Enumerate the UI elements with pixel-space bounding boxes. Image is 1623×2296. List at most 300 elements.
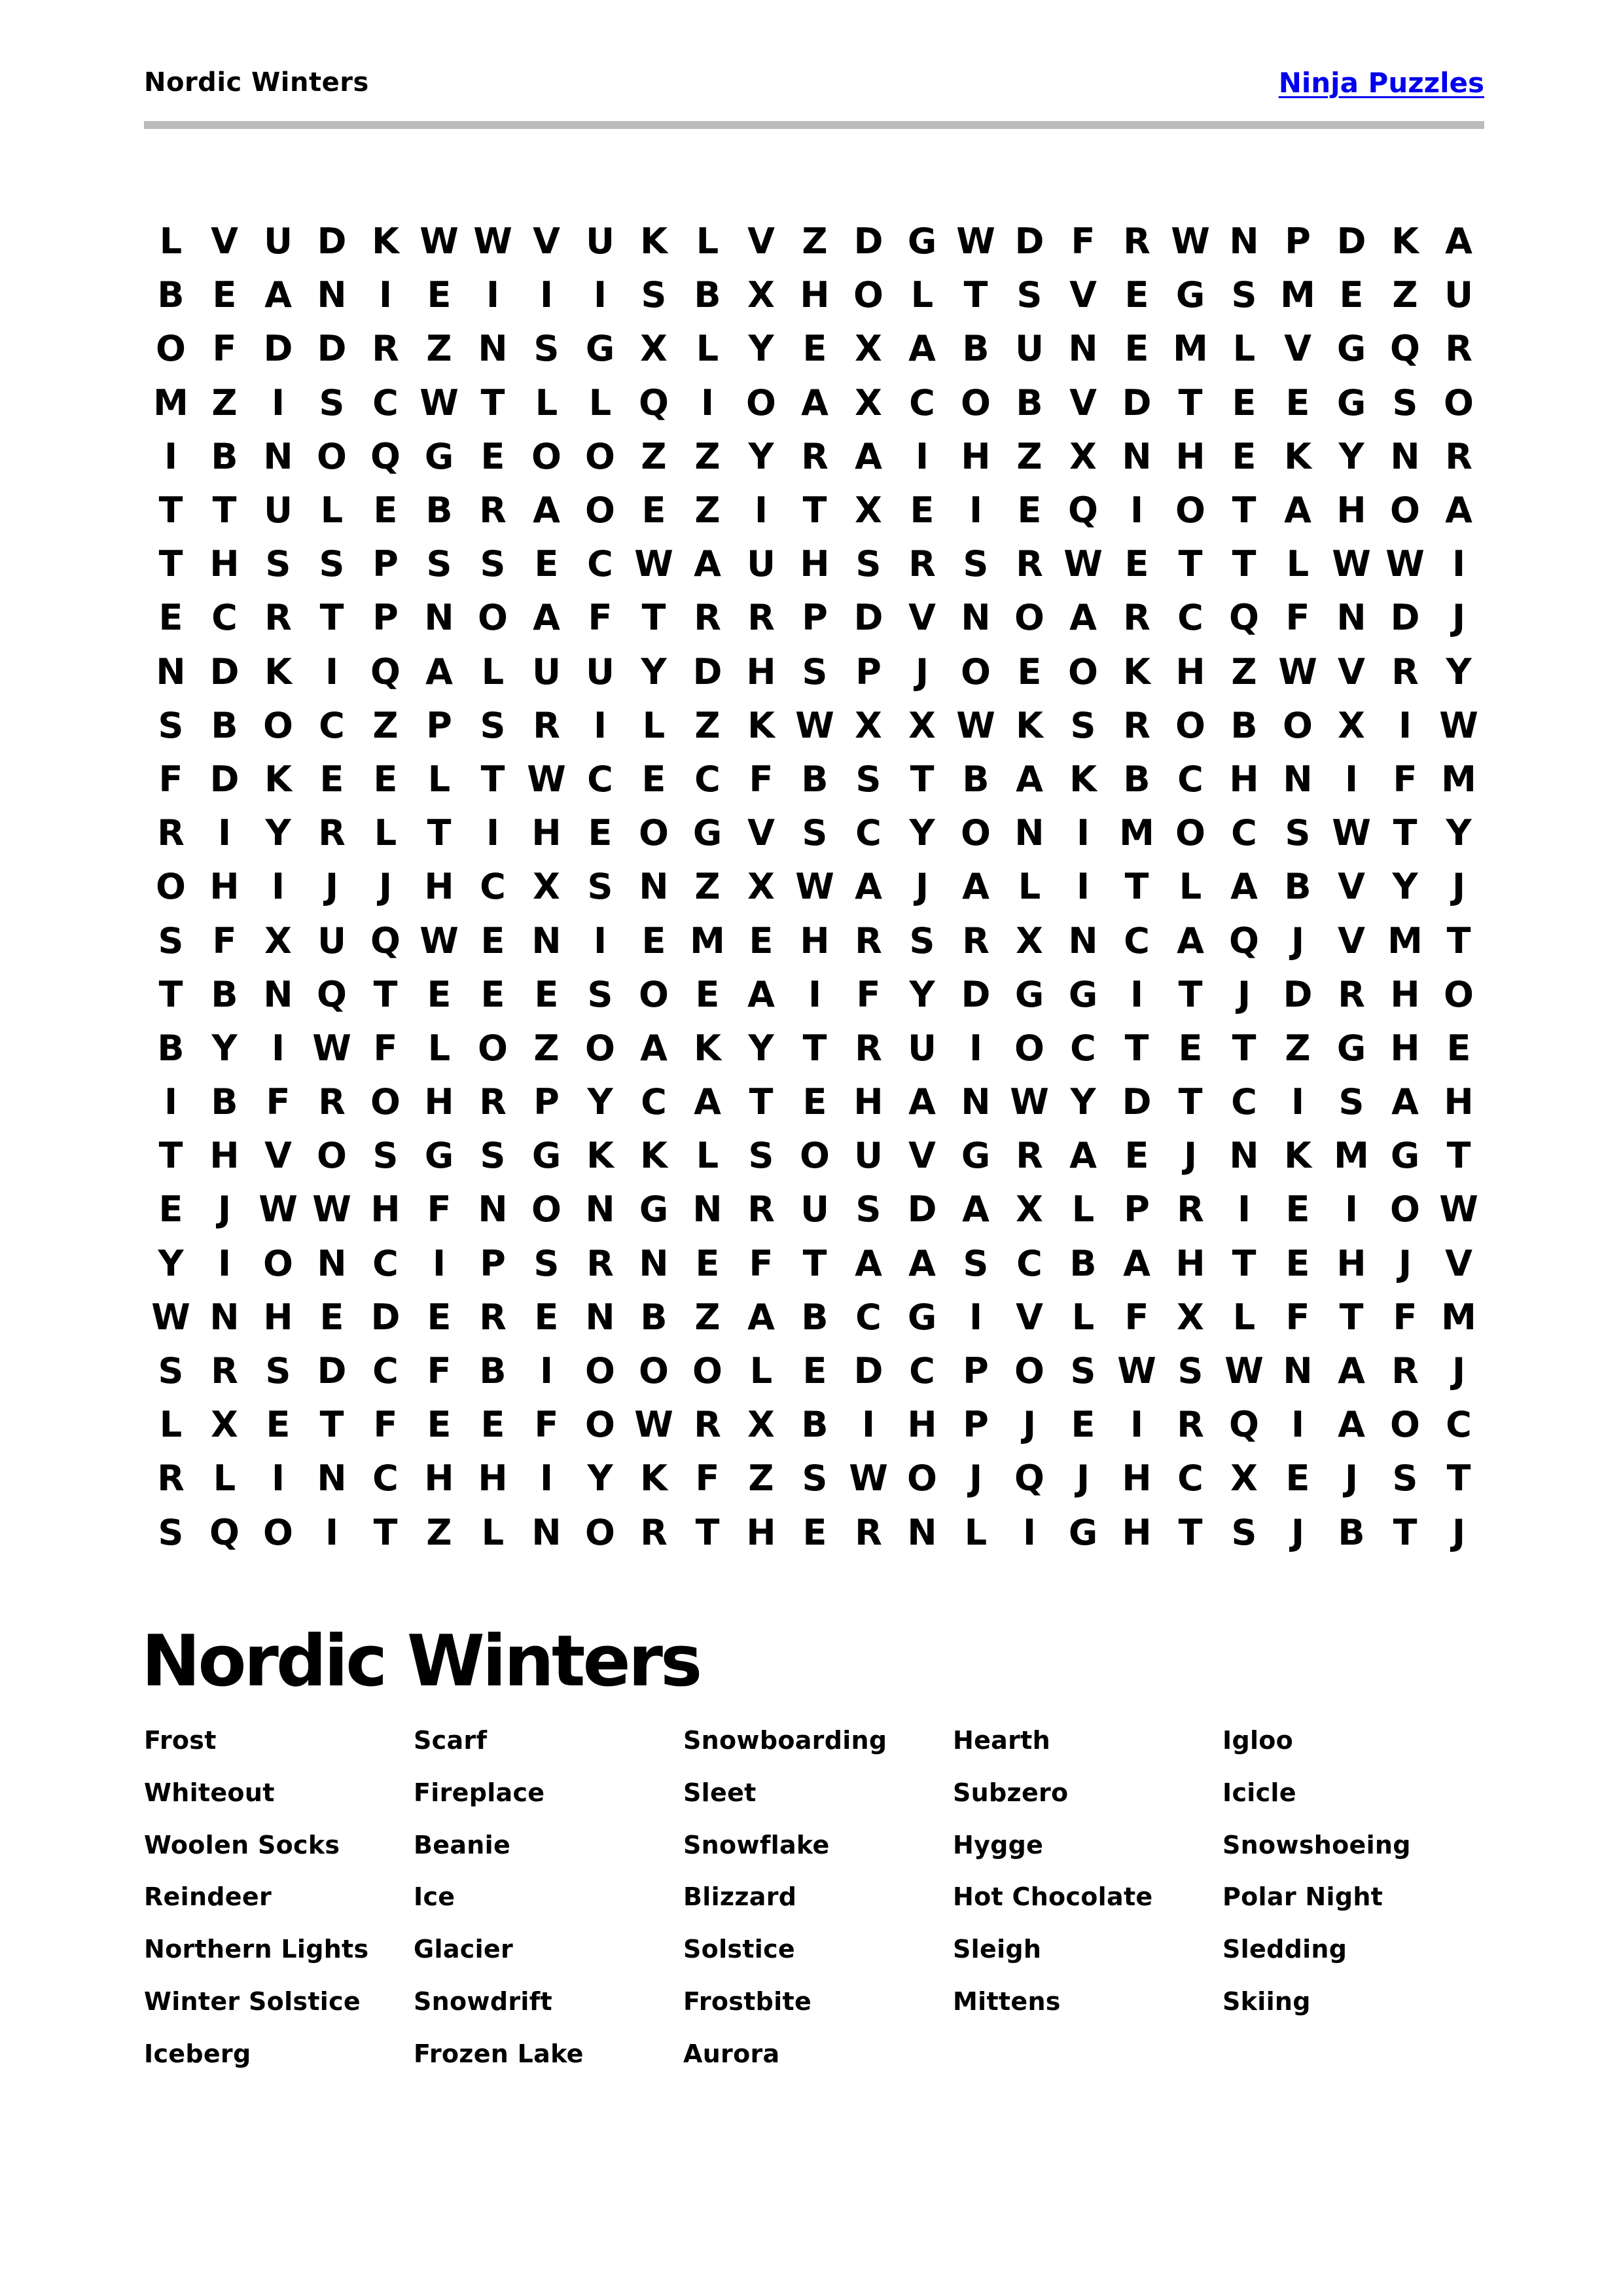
- grid-cell[interactable]: D: [317, 328, 347, 370]
- grid-cell[interactable]: O: [692, 1350, 722, 1392]
- grid-cell[interactable]: C: [372, 382, 399, 423]
- grid-cell[interactable]: O: [1068, 651, 1098, 692]
- grid-cell[interactable]: I: [271, 382, 285, 423]
- grid-cell[interactable]: B: [801, 1296, 829, 1338]
- grid-cell[interactable]: R: [1016, 543, 1043, 585]
- grid-cell[interactable]: A: [908, 328, 936, 370]
- grid-cell[interactable]: E: [641, 758, 666, 800]
- grid-cell[interactable]: E: [373, 758, 398, 800]
- grid-cell[interactable]: N: [156, 651, 186, 692]
- grid-cell[interactable]: S: [855, 1189, 882, 1230]
- grid-cell[interactable]: R: [1123, 221, 1150, 262]
- grid-cell[interactable]: S: [372, 1135, 399, 1177]
- grid-cell[interactable]: T: [319, 597, 344, 639]
- grid-cell[interactable]: A: [640, 1027, 668, 1069]
- grid-cell[interactable]: V: [1338, 866, 1365, 908]
- grid-cell[interactable]: Z: [694, 435, 721, 477]
- grid-cell[interactable]: M: [1334, 1135, 1369, 1177]
- grid-cell[interactable]: O: [478, 597, 508, 639]
- grid-cell[interactable]: G: [961, 1135, 991, 1177]
- grid-cell[interactable]: L: [910, 274, 934, 316]
- grid-cell[interactable]: S: [748, 1135, 774, 1177]
- grid-cell[interactable]: S: [319, 543, 345, 585]
- grid-cell[interactable]: X: [1016, 920, 1043, 961]
- grid-cell[interactable]: S: [265, 543, 291, 585]
- grid-cell[interactable]: O: [263, 1242, 293, 1284]
- grid-cell[interactable]: F: [1393, 758, 1418, 800]
- grid-cell[interactable]: K: [1284, 1135, 1311, 1177]
- grid-cell[interactable]: O: [639, 812, 669, 854]
- grid-cell[interactable]: L: [696, 1135, 719, 1177]
- grid-cell[interactable]: E: [802, 1081, 827, 1123]
- grid-cell[interactable]: N: [478, 1189, 508, 1230]
- grid-cell[interactable]: E: [1232, 382, 1257, 423]
- grid-cell[interactable]: L: [1018, 866, 1041, 908]
- grid-cell[interactable]: G: [1014, 973, 1044, 1015]
- grid-cell[interactable]: V: [1069, 274, 1097, 316]
- grid-cell[interactable]: E: [802, 1350, 827, 1392]
- grid-cell[interactable]: N: [317, 274, 347, 316]
- grid-cell[interactable]: C: [1177, 597, 1204, 639]
- grid-cell[interactable]: R: [801, 435, 829, 477]
- grid-cell[interactable]: D: [370, 1296, 401, 1338]
- grid-cell[interactable]: L: [427, 1027, 451, 1069]
- grid-cell[interactable]: R: [1177, 1189, 1204, 1230]
- grid-cell[interactable]: J: [378, 866, 393, 908]
- grid-cell[interactable]: C: [211, 597, 238, 639]
- grid-cell[interactable]: E: [373, 490, 398, 531]
- grid-cell[interactable]: R: [747, 597, 775, 639]
- grid-cell[interactable]: E: [480, 973, 505, 1015]
- grid-cell[interactable]: W: [473, 221, 512, 262]
- grid-cell[interactable]: E: [641, 920, 666, 961]
- grid-cell[interactable]: N: [1283, 1350, 1313, 1392]
- grid-cell[interactable]: F: [427, 1189, 452, 1230]
- grid-cell[interactable]: J: [969, 1458, 983, 1499]
- grid-cell[interactable]: H: [1336, 490, 1366, 531]
- grid-cell[interactable]: S: [480, 543, 506, 585]
- grid-cell[interactable]: B: [1069, 1242, 1097, 1284]
- grid-cell[interactable]: E: [1178, 1027, 1203, 1069]
- grid-cell[interactable]: Y: [1392, 866, 1418, 908]
- grid-cell[interactable]: R: [747, 1189, 775, 1230]
- grid-cell[interactable]: Y: [1446, 651, 1472, 692]
- grid-cell[interactable]: O: [961, 812, 991, 854]
- grid-cell[interactable]: Q: [1014, 1458, 1044, 1499]
- grid-cell[interactable]: K: [747, 704, 775, 746]
- grid-cell[interactable]: V: [211, 221, 238, 262]
- grid-cell[interactable]: K: [1391, 221, 1419, 262]
- grid-cell[interactable]: W: [419, 221, 459, 262]
- grid-cell[interactable]: R: [157, 812, 185, 854]
- grid-cell[interactable]: T: [1393, 812, 1418, 854]
- grid-cell[interactable]: Z: [211, 382, 238, 423]
- grid-cell[interactable]: G: [1068, 973, 1098, 1015]
- grid-cell[interactable]: Q: [370, 920, 401, 961]
- grid-cell[interactable]: R: [1445, 328, 1472, 370]
- grid-cell[interactable]: A: [801, 382, 829, 423]
- grid-cell[interactable]: I: [378, 274, 393, 316]
- grid-cell[interactable]: A: [747, 1296, 775, 1338]
- grid-cell[interactable]: U: [1015, 328, 1044, 370]
- grid-cell[interactable]: J: [915, 651, 929, 692]
- grid-cell[interactable]: T: [373, 973, 398, 1015]
- grid-cell[interactable]: T: [1339, 1296, 1364, 1338]
- grid-cell[interactable]: N: [1229, 1135, 1259, 1177]
- grid-cell[interactable]: Z: [694, 866, 721, 908]
- grid-cell[interactable]: V: [908, 597, 936, 639]
- grid-cell[interactable]: A: [855, 435, 882, 477]
- grid-cell[interactable]: K: [1069, 758, 1097, 800]
- grid-cell[interactable]: D: [1283, 973, 1313, 1015]
- grid-cell[interactable]: K: [372, 221, 399, 262]
- grid-cell[interactable]: E: [910, 490, 935, 531]
- grid-cell[interactable]: I: [1130, 490, 1144, 531]
- grid-cell[interactable]: T: [802, 490, 827, 531]
- grid-cell[interactable]: Z: [1231, 651, 1257, 692]
- grid-cell[interactable]: A: [855, 866, 882, 908]
- grid-cell[interactable]: T: [158, 973, 183, 1015]
- grid-cell[interactable]: Z: [1392, 274, 1418, 316]
- grid-cell[interactable]: Y: [748, 1027, 774, 1069]
- grid-cell[interactable]: G: [585, 328, 615, 370]
- grid-cell[interactable]: Z: [372, 704, 399, 746]
- grid-cell[interactable]: R: [962, 920, 990, 961]
- grid-cell[interactable]: N: [424, 597, 454, 639]
- grid-cell[interactable]: X: [908, 704, 936, 746]
- grid-cell[interactable]: I: [1130, 973, 1144, 1015]
- grid-cell[interactable]: E: [1071, 1404, 1096, 1446]
- grid-cell[interactable]: S: [1070, 1350, 1096, 1392]
- grid-cell[interactable]: Q: [209, 1511, 240, 1553]
- grid-cell[interactable]: A: [1069, 1135, 1097, 1177]
- grid-cell[interactable]: E: [641, 490, 666, 531]
- grid-cell[interactable]: R: [640, 1511, 668, 1553]
- grid-cell[interactable]: W: [1278, 651, 1317, 692]
- grid-cell[interactable]: L: [159, 1404, 183, 1446]
- grid-cell[interactable]: D: [1336, 221, 1366, 262]
- grid-cell[interactable]: D: [853, 221, 883, 262]
- grid-cell[interactable]: X: [640, 328, 668, 370]
- grid-cell[interactable]: A: [1177, 920, 1204, 961]
- grid-cell[interactable]: T: [749, 1081, 774, 1123]
- grid-cell[interactable]: E: [749, 920, 774, 961]
- grid-cell[interactable]: V: [1445, 1242, 1472, 1284]
- grid-cell[interactable]: Z: [426, 1511, 452, 1553]
- grid-cell[interactable]: C: [1016, 1242, 1043, 1284]
- grid-cell[interactable]: N: [1390, 435, 1420, 477]
- grid-cell[interactable]: B: [157, 274, 185, 316]
- grid-cell[interactable]: Q: [1068, 490, 1098, 531]
- grid-cell[interactable]: J: [1398, 1242, 1412, 1284]
- grid-cell[interactable]: B: [962, 758, 990, 800]
- grid-cell[interactable]: M: [1173, 328, 1208, 370]
- grid-cell[interactable]: H: [370, 1189, 401, 1230]
- grid-cell[interactable]: I: [1076, 866, 1090, 908]
- grid-cell[interactable]: E: [427, 973, 452, 1015]
- grid-cell[interactable]: B: [479, 1350, 507, 1392]
- grid-cell[interactable]: A: [1069, 597, 1097, 639]
- grid-cell[interactable]: G: [1068, 1511, 1098, 1553]
- grid-cell[interactable]: L: [642, 704, 666, 746]
- grid-cell[interactable]: C: [1446, 1404, 1472, 1446]
- grid-cell[interactable]: S: [158, 920, 184, 961]
- grid-cell[interactable]: T: [1393, 1511, 1418, 1553]
- grid-cell[interactable]: A: [962, 866, 990, 908]
- grid-cell[interactable]: N: [1068, 920, 1098, 961]
- grid-cell[interactable]: B: [211, 704, 238, 746]
- grid-cell[interactable]: A: [908, 1081, 936, 1123]
- grid-cell[interactable]: W: [259, 1189, 298, 1230]
- grid-cell[interactable]: P: [372, 543, 399, 585]
- grid-cell[interactable]: X: [211, 1404, 238, 1446]
- grid-cell[interactable]: G: [1336, 382, 1366, 423]
- grid-cell[interactable]: V: [1284, 328, 1311, 370]
- grid-cell[interactable]: I: [1398, 704, 1412, 746]
- grid-cell[interactable]: E: [319, 758, 344, 800]
- grid-cell[interactable]: F: [695, 1458, 720, 1499]
- grid-cell[interactable]: W: [1063, 543, 1103, 585]
- grid-cell[interactable]: E: [1124, 328, 1149, 370]
- grid-cell[interactable]: H: [1122, 1458, 1152, 1499]
- grid-cell[interactable]: N: [639, 866, 669, 908]
- grid-cell[interactable]: D: [1122, 1081, 1152, 1123]
- grid-cell[interactable]: H: [746, 651, 776, 692]
- grid-cell[interactable]: T: [427, 812, 452, 854]
- grid-cell[interactable]: Z: [694, 490, 721, 531]
- grid-cell[interactable]: J: [915, 866, 929, 908]
- grid-cell[interactable]: E: [158, 1189, 183, 1230]
- grid-cell[interactable]: C: [855, 1296, 882, 1338]
- grid-cell[interactable]: I: [164, 1081, 178, 1123]
- grid-cell[interactable]: I: [593, 920, 607, 961]
- grid-cell[interactable]: X: [1338, 704, 1365, 746]
- grid-cell[interactable]: F: [1124, 1296, 1149, 1338]
- grid-cell[interactable]: H: [263, 1296, 293, 1338]
- grid-cell[interactable]: A: [1391, 1081, 1419, 1123]
- grid-cell[interactable]: H: [1390, 973, 1420, 1015]
- grid-cell[interactable]: W: [795, 704, 834, 746]
- grid-cell[interactable]: Y: [158, 1242, 184, 1284]
- grid-cell[interactable]: D: [853, 1350, 883, 1392]
- grid-cell[interactable]: H: [1175, 651, 1205, 692]
- grid-cell[interactable]: S: [480, 704, 506, 746]
- grid-cell[interactable]: N: [1283, 758, 1313, 800]
- grid-cell[interactable]: W: [1439, 1189, 1478, 1230]
- grid-cell[interactable]: Y: [1070, 1081, 1096, 1123]
- grid-cell[interactable]: O: [1390, 1404, 1420, 1446]
- grid-cell[interactable]: T: [158, 543, 183, 585]
- grid-cell[interactable]: C: [587, 543, 613, 585]
- grid-cell[interactable]: W: [1332, 812, 1371, 854]
- grid-cell[interactable]: K: [1284, 435, 1311, 477]
- grid-cell[interactable]: L: [320, 490, 344, 531]
- grid-cell[interactable]: O: [1444, 382, 1474, 423]
- grid-cell[interactable]: E: [266, 1404, 291, 1446]
- grid-cell[interactable]: X: [855, 382, 882, 423]
- grid-cell[interactable]: C: [1177, 758, 1204, 800]
- grid-cell[interactable]: O: [156, 866, 186, 908]
- grid-cell[interactable]: B: [694, 274, 721, 316]
- grid-cell[interactable]: Z: [641, 435, 667, 477]
- grid-cell[interactable]: M: [1119, 812, 1154, 854]
- grid-cell[interactable]: C: [1231, 812, 1257, 854]
- grid-cell[interactable]: H: [907, 1404, 937, 1446]
- grid-cell[interactable]: L: [1286, 543, 1310, 585]
- grid-cell[interactable]: G: [1336, 328, 1366, 370]
- grid-cell[interactable]: O: [907, 1458, 937, 1499]
- grid-cell[interactable]: S: [426, 543, 452, 585]
- grid-cell[interactable]: R: [908, 543, 936, 585]
- grid-cell[interactable]: B: [962, 328, 990, 370]
- grid-cell[interactable]: E: [802, 1511, 827, 1553]
- grid-cell[interactable]: L: [696, 221, 719, 262]
- grid-cell[interactable]: D: [317, 221, 347, 262]
- grid-cell[interactable]: O: [961, 382, 991, 423]
- grid-cell[interactable]: S: [1070, 704, 1096, 746]
- grid-cell[interactable]: E: [427, 274, 452, 316]
- grid-cell[interactable]: E: [1339, 274, 1364, 316]
- grid-cell[interactable]: R: [1123, 597, 1150, 639]
- grid-cell[interactable]: V: [1338, 920, 1365, 961]
- grid-cell[interactable]: B: [1230, 704, 1258, 746]
- grid-cell[interactable]: Y: [1338, 435, 1364, 477]
- grid-cell[interactable]: W: [1332, 543, 1371, 585]
- grid-cell[interactable]: W: [419, 382, 459, 423]
- grid-cell[interactable]: O: [585, 490, 615, 531]
- grid-cell[interactable]: T: [158, 1135, 183, 1177]
- grid-cell[interactable]: T: [1178, 382, 1203, 423]
- grid-cell[interactable]: E: [802, 328, 827, 370]
- grid-cell[interactable]: O: [585, 1511, 615, 1553]
- grid-cell[interactable]: J: [325, 866, 339, 908]
- grid-cell[interactable]: S: [855, 758, 882, 800]
- grid-cell[interactable]: M: [153, 382, 188, 423]
- grid-cell[interactable]: R: [479, 490, 507, 531]
- grid-cell[interactable]: K: [1123, 651, 1150, 692]
- grid-cell[interactable]: X: [1177, 1296, 1204, 1338]
- grid-cell[interactable]: H: [478, 1458, 508, 1499]
- grid-cell[interactable]: P: [855, 651, 882, 692]
- grid-cell[interactable]: Z: [1016, 435, 1043, 477]
- grid-cell[interactable]: O: [853, 274, 883, 316]
- grid-cell[interactable]: D: [692, 651, 722, 692]
- grid-cell[interactable]: A: [1123, 1242, 1150, 1284]
- grid-cell[interactable]: S: [802, 651, 828, 692]
- grid-cell[interactable]: N: [317, 1242, 347, 1284]
- grid-cell[interactable]: T: [802, 1027, 827, 1069]
- grid-cell[interactable]: G: [424, 435, 454, 477]
- grid-cell[interactable]: T: [802, 1242, 827, 1284]
- grid-cell[interactable]: N: [263, 435, 293, 477]
- grid-cell[interactable]: W: [312, 1027, 351, 1069]
- grid-cell[interactable]: O: [263, 704, 293, 746]
- grid-cell[interactable]: L: [481, 651, 505, 692]
- grid-cell[interactable]: Y: [587, 1081, 613, 1123]
- grid-cell[interactable]: H: [800, 274, 830, 316]
- grid-cell[interactable]: R: [1391, 651, 1419, 692]
- grid-cell[interactable]: E: [427, 1296, 452, 1338]
- grid-cell[interactable]: E: [212, 274, 237, 316]
- grid-cell[interactable]: E: [158, 597, 183, 639]
- grid-cell[interactable]: S: [909, 920, 935, 961]
- grid-cell[interactable]: E: [534, 1296, 559, 1338]
- grid-cell[interactable]: R: [318, 1081, 346, 1123]
- grid-cell[interactable]: O: [1175, 704, 1205, 746]
- grid-cell[interactable]: T: [1446, 920, 1471, 961]
- grid-cell[interactable]: S: [963, 543, 989, 585]
- grid-cell[interactable]: N: [1014, 812, 1044, 854]
- grid-cell[interactable]: R: [1123, 704, 1150, 746]
- grid-cell[interactable]: F: [427, 1350, 452, 1392]
- grid-cell[interactable]: Y: [909, 812, 935, 854]
- grid-cell[interactable]: Q: [1229, 597, 1259, 639]
- grid-cell[interactable]: T: [1232, 543, 1257, 585]
- grid-cell[interactable]: F: [1285, 597, 1310, 639]
- grid-cell[interactable]: V: [1016, 1296, 1043, 1338]
- grid-cell[interactable]: I: [1291, 1081, 1305, 1123]
- grid-cell[interactable]: T: [1232, 490, 1257, 531]
- grid-cell[interactable]: Q: [639, 382, 669, 423]
- grid-cell[interactable]: M: [1441, 1296, 1476, 1338]
- grid-cell[interactable]: C: [480, 866, 506, 908]
- grid-cell[interactable]: E: [1124, 274, 1149, 316]
- grid-cell[interactable]: I: [1344, 758, 1359, 800]
- grid-cell[interactable]: Y: [1446, 812, 1472, 854]
- grid-cell[interactable]: N: [585, 1296, 615, 1338]
- grid-cell[interactable]: P: [426, 704, 452, 746]
- grid-cell[interactable]: N: [1229, 221, 1259, 262]
- grid-cell[interactable]: S: [587, 973, 613, 1015]
- grid-cell[interactable]: O: [1175, 812, 1205, 854]
- grid-cell[interactable]: H: [800, 920, 830, 961]
- grid-cell[interactable]: T: [1232, 1027, 1257, 1069]
- grid-cell[interactable]: Z: [694, 704, 721, 746]
- grid-cell[interactable]: H: [1336, 1242, 1366, 1284]
- grid-cell[interactable]: T: [212, 490, 237, 531]
- grid-cell[interactable]: G: [424, 1135, 454, 1177]
- grid-cell[interactable]: T: [641, 597, 666, 639]
- grid-cell[interactable]: D: [961, 973, 991, 1015]
- grid-cell[interactable]: E: [1446, 1027, 1471, 1069]
- grid-cell[interactable]: G: [907, 1296, 937, 1338]
- grid-cell[interactable]: H: [1175, 1242, 1205, 1284]
- grid-cell[interactable]: N: [1336, 597, 1366, 639]
- grid-cell[interactable]: S: [158, 1511, 184, 1553]
- grid-cell[interactable]: Q: [1229, 1404, 1259, 1446]
- grid-cell[interactable]: T: [695, 1511, 720, 1553]
- grid-cell[interactable]: I: [486, 274, 500, 316]
- grid-cell[interactable]: R: [479, 1296, 507, 1338]
- grid-cell[interactable]: F: [1285, 1296, 1310, 1338]
- grid-cell[interactable]: I: [1076, 812, 1090, 854]
- grid-cell[interactable]: T: [1178, 973, 1203, 1015]
- grid-cell[interactable]: S: [1177, 1350, 1204, 1392]
- grid-cell[interactable]: N: [692, 1189, 722, 1230]
- grid-cell[interactable]: C: [855, 812, 882, 854]
- grid-cell[interactable]: H: [1444, 1081, 1474, 1123]
- grid-cell[interactable]: U: [586, 651, 615, 692]
- grid-cell[interactable]: E: [1285, 1189, 1310, 1230]
- grid-cell[interactable]: D: [853, 597, 883, 639]
- grid-cell[interactable]: O: [370, 1081, 401, 1123]
- grid-cell[interactable]: B: [157, 1027, 185, 1069]
- grid-cell[interactable]: A: [533, 597, 560, 639]
- grid-cell[interactable]: X: [533, 866, 560, 908]
- grid-cell[interactable]: S: [265, 1350, 291, 1392]
- grid-cell[interactable]: K: [264, 758, 292, 800]
- grid-cell[interactable]: I: [1237, 1189, 1251, 1230]
